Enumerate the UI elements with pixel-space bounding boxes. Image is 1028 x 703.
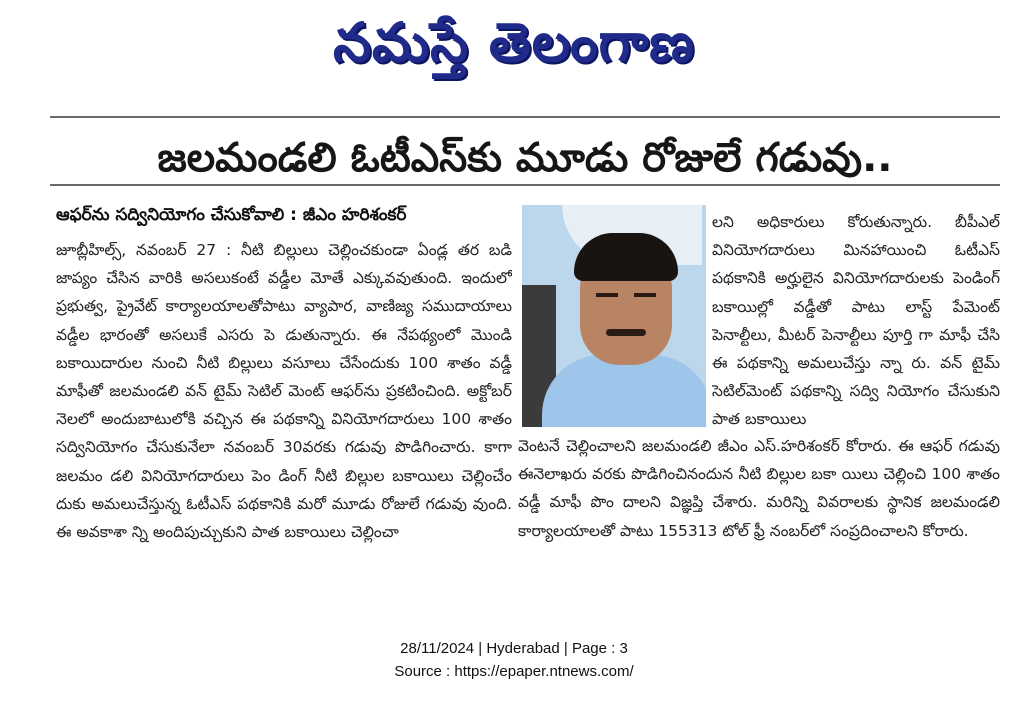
masthead xyxy=(0,0,1028,86)
article-headline: జలమండలి ఓటీఎస్‌కు మూడు రోజులే గడువు.. xyxy=(157,135,893,181)
photo-mustache xyxy=(606,329,646,336)
photo-left-brow xyxy=(596,293,618,297)
article-photo xyxy=(522,205,706,427)
article-body-right-column-top: లని అధికారులు కోరుతున్నారు. బీపీఎల్‌ వినియోగదారులు మినహాయించి ఓటీఎస్‌ పథకానికి అర్హులైన వినియోగదారులకు పెండింగ్‌ బకాయిల్లో వడ్డీతో పాటు లాస్ట్‌ పేమెంట్‌ పెనాల్టీలు, మీటర్‌ పెనాల్టీలు పూర్తి గా మాఫీ చేసి ఈ పథకాన్ని అమలుచేస్తు న్నా రు. వన్‌ టైమ్‌ సెటిల్‌మెంట్‌ పథకాన్ని సద్వి నియోగం చేసుకుని పాత బకాయిలు xyxy=(712,213,1000,429)
headline-bottom-rule xyxy=(50,184,1000,186)
article-body-left-column: జూబ్లీహిల్స్‌, నవంబర్‌ 27 : నీటి బిల్లులు చెల్లించకుండా ఏండ్ల తర బడి జాప్యం చేసిన వారికి అసలుకంటే వడ్డీల మోతే ఎక్కువవుతుంది. ఇందులో ప్రభుత్వ, ప్రైవేట్‌ కార్యాలయాలతోపాటు వ్యాపార, వాణిజ్య సముదాయాలు వడ్డీల భారంతో అసలుకే ఎసరు పె డుతున్నారు. ఈ నేపథ్యంలో మొండి బకాయిదారుల నుంచి నీటి బిల్లులు వసూలు చేసేందుకు 100 శాతం వడ్డీ మాఫీతో జలమండలి వన్‌ టైమ్‌ సెటిల్‌ మెంట్‌ ఆఫర్‌ను ప్రకటించింది. అక్టోబర్‌ నెలలో అందుబాటులోకి వచ్చిన ఈ పథకాన్ని వినియోగదారులు 100 శాతం సద్వినియోగం చేసుకునేలా నవంబర్‌ 30వరకు గడువు పొడిగించారు. కాగా జలమం డలి వినియోగదారులు పెం డింగ్‌ నీటి బిల్లుల బకాయిలు చెల్లించేం దుకు అమలుచేస్తున్న ఓటీఎస్‌ పథకానికి మరో మూడు రోజులే గడువు వుంది. ఈ అవకాశా న్ని అందిపుచ్చుకుని పాత బకాయిలు చెల్లించా xyxy=(56,241,512,542)
article-body-right-column-bottom: వెంటనే చెల్లించాలని జలమండలి జీఎం ఎస్‌.హరిశంకర్‌ కోరారు. ఈ ఆఫర్‌ గడువు ఈనెలాఖరు వరకు పొడిగించినందున నీటి బిల్లుల బకా యిలు చెల్లించి 100 శాతం వడ్డీ మాఫీ పొం దాలని విజ్ఞప్తి చేశారు. మరిన్ని వివరాలకు స్థానిక జలమండలి కార్యాలయాలతో పాటు 155313 టోల్‌ ఫ్రీ నంబర్‌లో సంప్రదించాలని కోరారు. xyxy=(518,437,1000,540)
photo-shirt xyxy=(542,355,706,427)
article-subheadline: ఆఫర్‌ను సద్వినియోగం చేసుకోవాలి : జీఎం హరిశంకర్‌ xyxy=(56,205,407,225)
newspaper-title: నమస్తే తెలంగాణ xyxy=(333,11,695,74)
photo-hair xyxy=(574,233,678,281)
edition-info: 28/11/2024 | Hyderabad | Page : 3 xyxy=(400,640,628,657)
source-link[interactable]: Source : https://epaper.ntnews.com/ xyxy=(394,663,634,680)
photo-right-brow xyxy=(634,293,656,297)
headline-top-rule xyxy=(50,116,1000,118)
